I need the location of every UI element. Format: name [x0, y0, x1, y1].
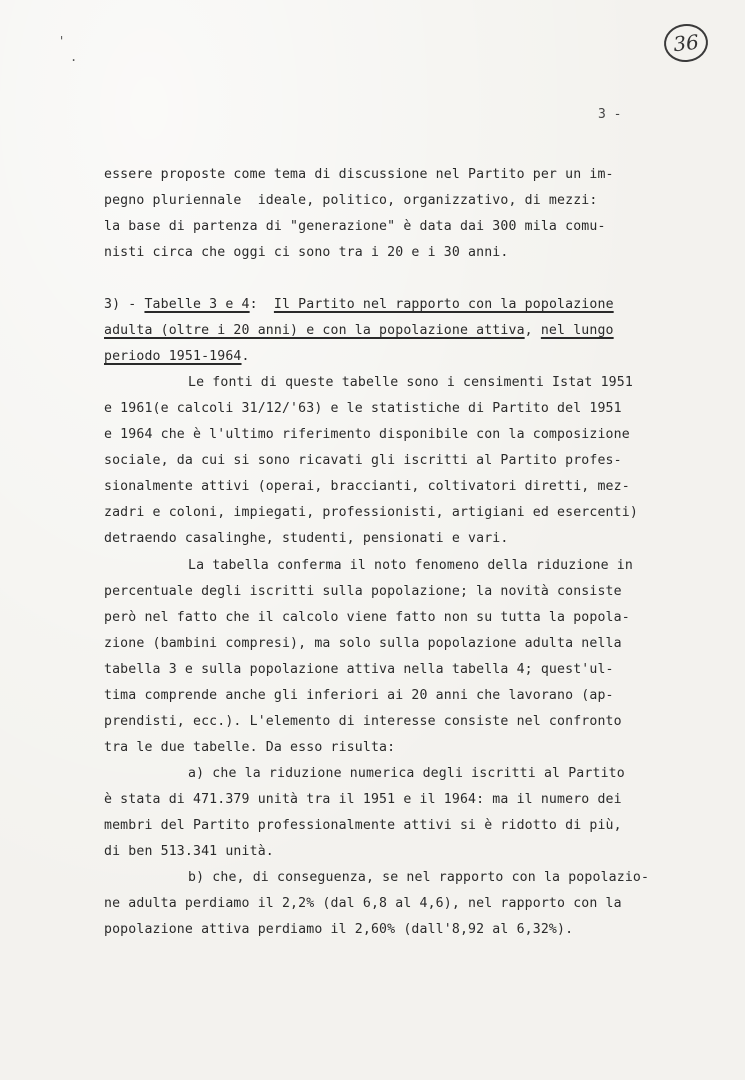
text-line: è stata di 471.379 unità tra il 1951 e il 1964: ma il numero dei: [104, 792, 622, 807]
heading-title: Il Partito nel rapporto con la popolazione: [273, 297, 614, 312]
heading-line: [104, 296, 614, 314]
heading-prefix: 3) -: [104, 297, 145, 312]
heading-line: [104, 348, 250, 366]
text-line: a) che la riduzione numerica degli iscritti al Partito: [188, 766, 625, 781]
heading-separator: ,: [524, 323, 541, 338]
text-line: e 1961(e calcoli 31/12/'63) e le statistiche di Partito del 1951: [104, 401, 622, 416]
text-line: tima comprende anche gli inferiori ai 20 anni che lavorano (ap-: [104, 688, 614, 703]
stray-mark: ': [58, 34, 66, 48]
heading-separator: :: [249, 297, 274, 312]
text-line: percentuale degli iscritti sulla popolazione; la novità consiste: [104, 584, 622, 599]
text-line: nisti circa che oggi ci sono tra i 20 e i 30 anni.: [104, 245, 509, 260]
heading-end: .: [241, 349, 250, 364]
text-line: popolazione attiva perdiamo il 2,60% (dall'8,92 al 6,32%).: [104, 922, 574, 937]
text-line: tabella 3 e sulla popolazione attiva nella tabella 4; quest'ul-: [104, 662, 614, 677]
text-line: La tabella conferma il noto fenomeno della riduzione in: [188, 558, 633, 573]
text-line: pegno pluriennale ideale, politico, organizzativo, di mezzi:: [104, 193, 598, 208]
text-line: b) che, di conseguenza, se nel rapporto con la popolazio-: [188, 870, 650, 885]
heading-title: adulta (oltre i 20 anni) e con la popolazione attiva: [104, 323, 525, 338]
stray-mark: .: [70, 50, 78, 64]
text-line: di ben 513.341 unità.: [104, 844, 274, 859]
heading-tables: Tabelle 3 e 4: [144, 297, 250, 312]
text-line: però nel fatto che il calcolo viene fatto non su tutta la popola-: [104, 610, 630, 625]
text-line: membri del Partito professionalmente attivi si è ridotto di più,: [104, 818, 622, 833]
text-line: prendisti, ecc.). L'elemento di interesse consiste nel confronto: [104, 714, 622, 729]
page-stamp: [662, 22, 710, 64]
text-line: e 1964 che è l'ultimo riferimento disponibile con la composizione: [104, 427, 630, 442]
text-line: essere proposte come tema di discussione nel Partito per un im-: [104, 167, 614, 182]
text-line: la base di partenza di "generazione" è data dai 300 mila comu-: [104, 219, 606, 234]
heading-period: periodo 1951-1964: [104, 349, 242, 364]
text-line: zione (bambini compresi), ma solo sulla popolazione adulta nella: [104, 636, 622, 651]
heading-title: nel lungo: [540, 323, 614, 338]
text-line: sionalmente attivi (operai, braccianti, coltivatori diretti, mez-: [104, 479, 630, 494]
text-line: sociale, da cui si sono ricavati gli iscritti al Partito profes-: [104, 453, 622, 468]
text-line: tra le due tabelle. Da esso risulta:: [104, 740, 396, 755]
text-line: Le fonti di queste tabelle sono i censimenti Istat 1951: [188, 375, 633, 390]
text-line: zadri e coloni, impiegati, professionisti, artigiani ed esercenti): [104, 505, 638, 520]
stamp-number: 36: [672, 29, 700, 57]
heading-line: [104, 322, 614, 340]
text-line: ne adulta perdiamo il 2,2% (dal 6,8 al 4,6), nel rapporto con la: [104, 896, 622, 911]
text-line: detraendo casalinghe, studenti, pensionati e vari.: [104, 531, 509, 546]
page-number: 3 -: [598, 107, 622, 122]
